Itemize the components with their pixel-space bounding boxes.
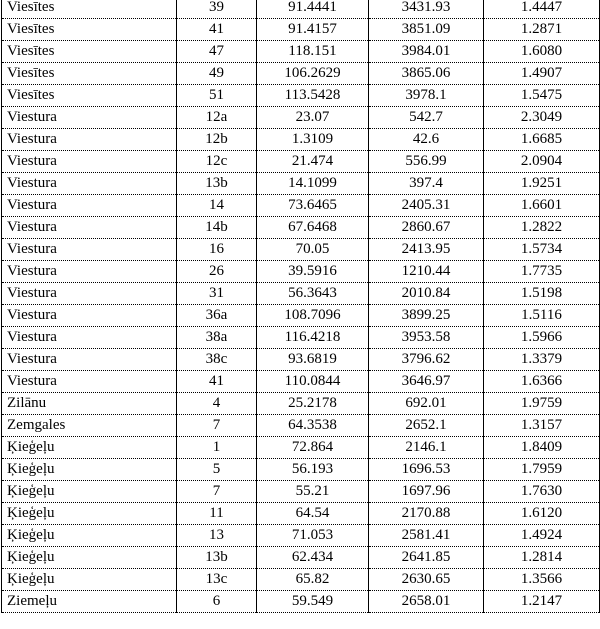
street-cell: Viestura (2, 173, 177, 195)
house-number-cell: 1 (177, 437, 257, 459)
street-cell: Viestura (2, 195, 177, 217)
street-cell: Viestura (2, 239, 177, 261)
value-cell: 1.3109 (257, 129, 369, 151)
ratio-cell: 1.5116 (484, 305, 600, 327)
ratio-cell: 1.9251 (484, 173, 600, 195)
value-cell: 62.434 (257, 547, 369, 569)
house-number-cell: 12c (177, 151, 257, 173)
amount-cell: 3646.97 (369, 371, 484, 393)
table-row (2, 437, 600, 459)
amount-cell: 2652.1 (369, 415, 484, 437)
value-cell: 21.474 (257, 151, 369, 173)
house-number-cell: 7 (177, 415, 257, 437)
amount-cell: 542.7 (369, 107, 484, 129)
ratio-cell: 1.5966 (484, 327, 600, 349)
table-row (2, 349, 600, 371)
table-row (2, 63, 600, 85)
amount-cell: 3851.09 (369, 19, 484, 41)
house-number-cell: 12b (177, 129, 257, 151)
amount-cell: 2641.85 (369, 547, 484, 569)
amount-cell: 2581.41 (369, 525, 484, 547)
amount-cell: 3796.62 (369, 349, 484, 371)
street-cell: Ziemeļu (2, 591, 177, 613)
value-cell: 73.6465 (257, 195, 369, 217)
value-cell: 25.2178 (257, 393, 369, 415)
table-row (2, 569, 600, 591)
house-number-cell: 41 (177, 19, 257, 41)
house-number-cell: 16 (177, 239, 257, 261)
value-cell: 64.54 (257, 503, 369, 525)
value-cell: 71.053 (257, 525, 369, 547)
amount-cell: 3431.93 (369, 0, 484, 19)
value-cell: 106.2629 (257, 63, 369, 85)
amount-cell: 2860.67 (369, 217, 484, 239)
value-cell: 56.3643 (257, 283, 369, 305)
ratio-cell: 1.6120 (484, 503, 600, 525)
ratio-cell: 1.5734 (484, 239, 600, 261)
house-number-cell: 13b (177, 173, 257, 195)
amount-cell: 2658.01 (369, 591, 484, 613)
street-cell: Viestura (2, 151, 177, 173)
house-number-cell: 13 (177, 525, 257, 547)
table-row (2, 85, 600, 107)
ratio-cell: 1.4907 (484, 63, 600, 85)
house-number-cell: 36a (177, 305, 257, 327)
value-cell: 93.6819 (257, 349, 369, 371)
street-cell: Ķieģeļu (2, 569, 177, 591)
value-cell: 70.05 (257, 239, 369, 261)
ratio-cell: 1.6685 (484, 129, 600, 151)
street-cell: Viestura (2, 371, 177, 393)
ratio-cell: 1.8409 (484, 437, 600, 459)
street-cell: Zemgales (2, 415, 177, 437)
street-cell: Viesītes (2, 0, 177, 19)
house-number-cell: 12a (177, 107, 257, 129)
street-cell: Viestura (2, 217, 177, 239)
street-cell: Viesītes (2, 85, 177, 107)
street-cell: Ķieģeļu (2, 547, 177, 569)
house-number-cell: 47 (177, 41, 257, 63)
ratio-cell: 1.2147 (484, 591, 600, 613)
house-number-cell: 41 (177, 371, 257, 393)
table-row (2, 217, 600, 239)
house-number-cell: 14 (177, 195, 257, 217)
house-number-cell: 31 (177, 283, 257, 305)
value-cell: 108.7096 (257, 305, 369, 327)
house-number-cell: 49 (177, 63, 257, 85)
ratio-cell: 2.3049 (484, 107, 600, 129)
amount-cell: 2405.31 (369, 195, 484, 217)
table-row (2, 371, 600, 393)
house-number-cell: 38a (177, 327, 257, 349)
house-number-cell: 13c (177, 569, 257, 591)
table-row (2, 129, 600, 151)
amount-cell: 2170.88 (369, 503, 484, 525)
value-cell: 65.82 (257, 569, 369, 591)
value-cell: 14.1099 (257, 173, 369, 195)
street-cell: Viesītes (2, 41, 177, 63)
value-cell: 67.6468 (257, 217, 369, 239)
table-row (2, 393, 600, 415)
ratio-cell: 1.7735 (484, 261, 600, 283)
street-cell: Ķieģeļu (2, 525, 177, 547)
house-number-cell: 11 (177, 503, 257, 525)
amount-cell: 1696.53 (369, 459, 484, 481)
value-cell: 23.07 (257, 107, 369, 129)
street-cell: Ķieģeļu (2, 481, 177, 503)
ratio-cell: 1.9759 (484, 393, 600, 415)
street-cell: Viesītes (2, 19, 177, 41)
house-number-cell: 26 (177, 261, 257, 283)
table-row (2, 261, 600, 283)
table-row (2, 41, 600, 63)
street-cell: Zilānu (2, 393, 177, 415)
amount-cell: 3899.25 (369, 305, 484, 327)
street-cell: Viestura (2, 283, 177, 305)
ratio-cell: 1.2814 (484, 547, 600, 569)
amount-cell: 3984.01 (369, 41, 484, 63)
value-cell: 113.5428 (257, 85, 369, 107)
street-cell: Viesītes (2, 63, 177, 85)
street-cell: Ķieģeļu (2, 503, 177, 525)
table-row (2, 503, 600, 525)
house-number-cell: 5 (177, 459, 257, 481)
value-cell: 59.549 (257, 591, 369, 613)
value-cell: 64.3538 (257, 415, 369, 437)
amount-cell: 2630.65 (369, 569, 484, 591)
ratio-cell: 1.5198 (484, 283, 600, 305)
data-table (1, 0, 600, 613)
house-number-cell: 7 (177, 481, 257, 503)
street-cell: Viestura (2, 261, 177, 283)
house-number-cell: 14b (177, 217, 257, 239)
table-row (2, 327, 600, 349)
ratio-cell: 1.5475 (484, 85, 600, 107)
ratio-cell: 1.6080 (484, 41, 600, 63)
amount-cell: 2413.95 (369, 239, 484, 261)
table-row (2, 481, 600, 503)
table-row (2, 283, 600, 305)
amount-cell: 556.99 (369, 151, 484, 173)
value-cell: 91.4157 (257, 19, 369, 41)
table-row (2, 459, 600, 481)
ratio-cell: 2.0904 (484, 151, 600, 173)
house-number-cell: 4 (177, 393, 257, 415)
ratio-cell: 1.2871 (484, 19, 600, 41)
amount-cell: 3953.58 (369, 327, 484, 349)
amount-cell: 2010.84 (369, 283, 484, 305)
table-row (2, 547, 600, 569)
house-number-cell: 39 (177, 0, 257, 19)
amount-cell: 692.01 (369, 393, 484, 415)
value-cell: 56.193 (257, 459, 369, 481)
value-cell: 39.5916 (257, 261, 369, 283)
amount-cell: 42.6 (369, 129, 484, 151)
table-row (2, 195, 600, 217)
ratio-cell: 1.7630 (484, 481, 600, 503)
table-row (2, 173, 600, 195)
amount-cell: 3978.1 (369, 85, 484, 107)
value-cell: 116.4218 (257, 327, 369, 349)
ratio-cell: 1.3379 (484, 349, 600, 371)
amount-cell: 2146.1 (369, 437, 484, 459)
table-body (2, 0, 600, 613)
ratio-cell: 1.2822 (484, 217, 600, 239)
street-cell: Viestura (2, 129, 177, 151)
table-row (2, 525, 600, 547)
value-cell: 72.864 (257, 437, 369, 459)
ratio-cell: 1.6366 (484, 371, 600, 393)
table-row (2, 0, 600, 19)
house-number-cell: 6 (177, 591, 257, 613)
value-cell: 91.4441 (257, 0, 369, 19)
street-cell: Viestura (2, 305, 177, 327)
house-number-cell: 51 (177, 85, 257, 107)
street-cell: Viestura (2, 349, 177, 371)
ratio-cell: 1.3566 (484, 569, 600, 591)
ratio-cell: 1.4447 (484, 0, 600, 19)
value-cell: 118.151 (257, 41, 369, 63)
table-row (2, 591, 600, 613)
amount-cell: 397.4 (369, 173, 484, 195)
amount-cell: 1697.96 (369, 481, 484, 503)
street-cell: Viestura (2, 327, 177, 349)
amount-cell: 3865.06 (369, 63, 484, 85)
value-cell: 110.0844 (257, 371, 369, 393)
ratio-cell: 1.6601 (484, 195, 600, 217)
table-row (2, 415, 600, 437)
amount-cell: 1210.44 (369, 261, 484, 283)
house-number-cell: 13b (177, 547, 257, 569)
ratio-cell: 1.7959 (484, 459, 600, 481)
table-row (2, 239, 600, 261)
street-cell: Ķieģeļu (2, 437, 177, 459)
table-row (2, 107, 600, 129)
house-number-cell: 38c (177, 349, 257, 371)
street-cell: Viestura (2, 107, 177, 129)
street-cell: Ķieģeļu (2, 459, 177, 481)
table-row (2, 305, 600, 327)
table-row (2, 19, 600, 41)
ratio-cell: 1.3157 (484, 415, 600, 437)
value-cell: 55.21 (257, 481, 369, 503)
table-row (2, 151, 600, 173)
ratio-cell: 1.4924 (484, 525, 600, 547)
